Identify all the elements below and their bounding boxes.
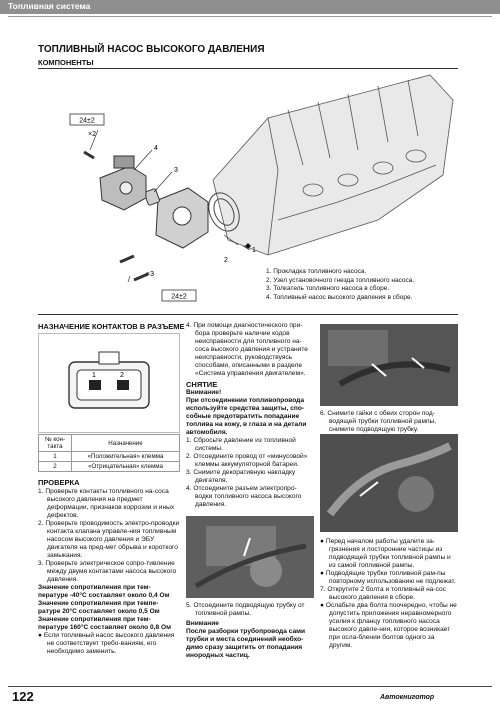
connector-figure <box>38 333 180 433</box>
attention2-title: Внимание <box>186 620 219 627</box>
pin-label-2: 2 <box>120 372 124 379</box>
legend-item: 2. Узел установочного гнезда топливного насоса. <box>266 276 415 284</box>
torque-label-top: 24±2 <box>79 117 95 125</box>
engine-photo-art <box>320 434 458 532</box>
footer-rule <box>8 686 492 687</box>
attention-text: При отсоединении топливопровода используйте средства защиты, спо-собные предотвратить попадание топлива на кожу, в глаза и на детали автомобиля. <box>186 397 307 436</box>
check-heading: ПРОВЕРКА <box>38 478 80 487</box>
connector-drawing <box>39 334 179 432</box>
callout-1: 1 <box>252 247 256 254</box>
cylinder-head-drawing <box>213 75 453 255</box>
right-step-6 <box>320 410 458 434</box>
header-rule <box>8 16 492 17</box>
multiplier-label-bottom: ×3 <box>146 271 154 278</box>
engine-photo-3 <box>320 434 458 532</box>
attention2-text: После разборки трубопровода сами трубки и места соединений необхо-димо сразу защитить от попадания инородных частиц. <box>186 628 306 659</box>
removal-step-5: 5. Отсоедините подводящую трубку от топливной рампы. <box>186 602 305 617</box>
right-bullet: ● Подводящие трубки топливной рам-пы повторному использованию не подлежат. <box>320 570 456 585</box>
check-bullet: ● Если топливный насос высокого давления не соответствует требо-ваниям, его необходимо заменить. <box>38 632 175 655</box>
page-title: ТОПЛИВНЫЙ НАСОС ВЫСОКОГО ДАВЛЕНИЯ <box>38 44 265 55</box>
diagram-bottom-rule <box>38 314 458 315</box>
engine-photo-art <box>320 324 458 406</box>
publisher-label: Автокниготор <box>380 694 435 701</box>
table-cell: 1 <box>39 452 72 462</box>
check-section <box>38 479 180 656</box>
removal-step: 3. Снимите декоративную накладку двигателя. <box>186 469 296 484</box>
removal-step: 4. Отсоедините разъем электропро-водки топливного насоса высокого давления. <box>186 485 302 508</box>
check-item-4: 4. При помощи диагностического при-бора проверьте наличие кодов неисправности для топливного на-соса высокого давления и устраните неисправности, руководствуясь способами, описанными в разделе «Система управления двигателем». <box>186 322 308 377</box>
middle-text <box>186 322 314 509</box>
diagram-legend <box>266 268 414 302</box>
page-subtitle: КОМПОНЕНТЫ <box>38 58 94 67</box>
removal-step-7: 7. Открутите 2 болта и топливный на-сос высокого давления в сборе. <box>320 586 446 601</box>
seat-drawing <box>156 188 208 248</box>
legend-item: 3. Толкатель топливного насоса в сборе. <box>266 285 390 292</box>
page-number: 122 <box>12 689 34 704</box>
check-item: 1. Проверьте контакты топливного на-сосa высокого давления на предмет деформации, признаков коррозии и иных дефектов. <box>38 488 175 519</box>
legend-item: 1. Прокладка топливного насоса. <box>266 268 367 275</box>
section-label: Топливная система <box>8 1 91 11</box>
title-rule <box>38 68 458 69</box>
contacts-heading: НАЗНАЧЕНИЕ КОНТАКТОВ В РАЗЪЕМЕ <box>38 322 185 331</box>
removal-heading: СНЯТИЕ <box>186 380 218 389</box>
resistance-value: Значение сопротивления при темпе-ратуре 20°C составляет около 0,5 Ом <box>38 600 160 615</box>
check-item: 3. Проверьте электрическое сопро-тивление между двумя контактами насоса высокого давления. <box>38 560 177 583</box>
table-cell: «Отрицательная» клемма <box>72 462 180 472</box>
table-header-row <box>39 435 180 452</box>
right-bullet: ● Перед началом работы удалите за-грязнения и посторонние частицы из подводящей трубки топливной рампы и из самой топливной рампы. <box>320 538 451 569</box>
engine-photo-1 <box>186 516 314 598</box>
engine-photo-2 <box>320 324 458 406</box>
table-row <box>39 462 180 472</box>
table-header-cell: Назначение <box>72 435 180 452</box>
resistance-value: Значение сопротивления при тем-пературе 160°C составляет около 0,8 Ом <box>38 616 171 631</box>
pin-label-1: 1 <box>92 372 96 379</box>
middle-lower-text <box>186 602 314 660</box>
removal-step-6: 6. Снимите гайки с обеих сторон под-водящей трубки топливной рампы, снимите подводящую трубку. <box>320 410 437 433</box>
table-header-cell: № кон- такта <box>39 435 72 452</box>
attention-title: Внимание! <box>186 389 222 396</box>
callout-2: 2 <box>224 257 228 264</box>
table-cell: 2 <box>39 462 72 472</box>
removal-step: 2. Отсоедините провод от «минусовой» клеммы аккумуляторной батареи. <box>186 453 308 468</box>
right-bullet: ● Ослабьте два болта поочередно, чтобы не допустить приложения неравномерного усилия к фланцу топливного насоса высокого давле-ния, которое возникает при осла-блении болтов одного за другим. <box>320 602 457 649</box>
resistance-value: Значение сопротивления при тем-пературе -40°C составляет около 0,4 Ом <box>38 584 170 599</box>
multiplier-label-top: ×2 <box>88 131 96 138</box>
check-item: 2. Проверьте проводимость электро-проводки контакта клапана управле-ния топливным насосом высокого давления и ЭБУ двигателя на пред-мет обрыва и короткого замыкания. <box>38 520 180 559</box>
torque-label-bottom: 24±2 <box>171 293 187 301</box>
removal-step: 1. Сбросьте давление из топливной системы. <box>186 437 296 452</box>
table-row <box>39 452 180 462</box>
right-lower-text <box>320 538 458 650</box>
callout-4: 4 <box>154 145 158 152</box>
legend-item: 4. Топливный насос высокого давления в сборе. <box>266 293 413 301</box>
table-cell: «Положительная» клемма <box>72 452 180 462</box>
callout-3: 3 <box>174 167 178 174</box>
engine-photo-art <box>186 516 314 598</box>
contacts-table <box>38 434 180 472</box>
